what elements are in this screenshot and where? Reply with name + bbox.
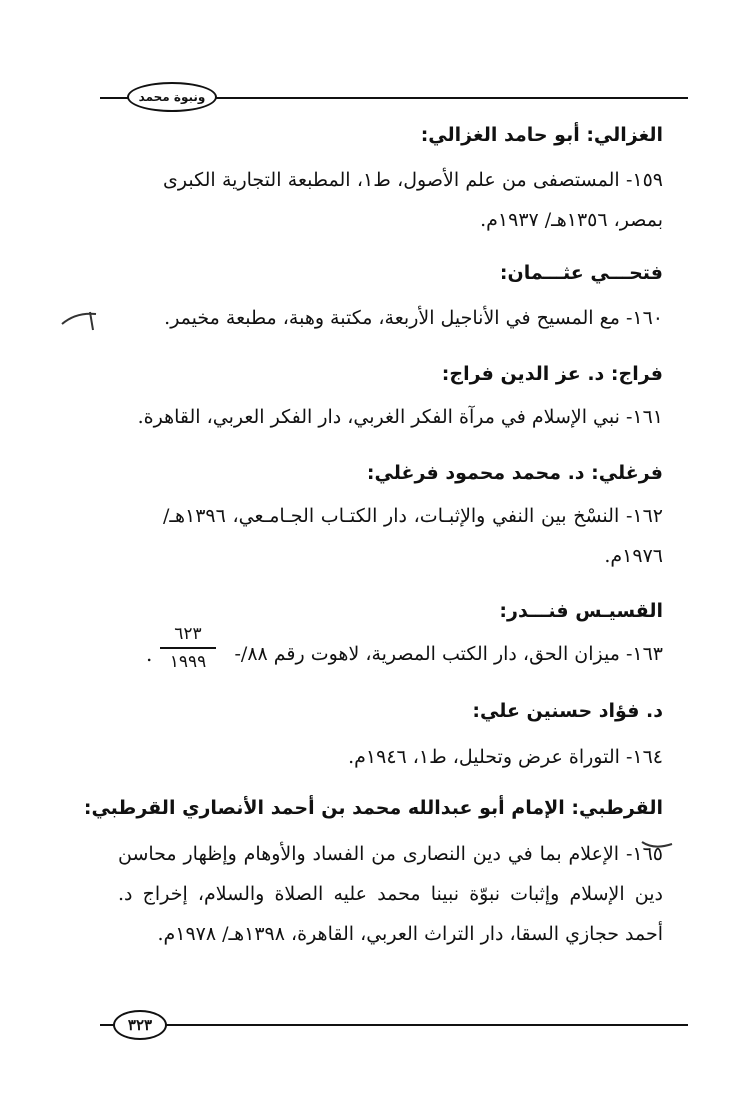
bibliography-entry: ١٦٤- التوراة عرض وتحليل، ط١، ١٩٤٦م. (348, 746, 663, 768)
author-heading: فراج: د. عز الدين فراج: (441, 363, 663, 385)
bibliography-entry: ١٥٩- المستصفى من علم الأصول، ط١، المطبعة التجارية الكبرى بمصر، ١٣٥٦هـ/ ١٩٣٧م. (163, 169, 663, 231)
margin-mark-icon (640, 836, 674, 854)
running-title: ونبوة محمد (127, 82, 217, 112)
bibliography-entry: ١٦٥- الإعلام بما في دين النصارى من الفساد والأوهام وإظهار محاسن دين الإسلام وإثبات نبوّة نبينا محمد عليه الصلاة والسلام، إخراج د. أحمد حجازي السقا، دار التراث العربي، القاهرة، ١٣٩٨هـ/ ١٩٧٨م. (118, 843, 663, 945)
author-heading: الغزالي: أبو حامد الغزالي: (420, 124, 663, 146)
catalog-fraction (160, 624, 216, 672)
trailing-period: . (146, 642, 153, 666)
author-heading: د. فؤاد حسنين علي: (472, 700, 663, 722)
bibliography-entry: ١٦٠- مع المسيح في الأناجيل الأربعة، مكتبة وهبة، مطبعة مخيمر. (164, 307, 663, 329)
author-heading: القرطبي: الإمام أبو عبدالله محمد بن أحمد الأنصاري القرطبي: (83, 797, 663, 819)
bibliography-entry: ١٦٢- النسْخ بين النفي والإثبـات، دار الكتـاب الجـامـعي، ١٣٩٦هـ/ ١٩٧٦م. (163, 505, 663, 567)
footer-rule (100, 1024, 688, 1026)
margin-mark-icon (60, 306, 100, 332)
fraction-bar (160, 647, 216, 649)
author-heading: القسيـس فنـــدر: (499, 600, 663, 622)
author-heading: فرغلي: د. محمد محمود فرغلي: (366, 462, 663, 484)
bibliography-entry: ١٦١- نبي الإسلام في مرآة الفكر الغربي، دار الفكر العربي، القاهرة. (137, 406, 663, 428)
fraction-denominator: ١٩٩٩ (169, 652, 207, 672)
page-number: ٣٢٣ (113, 1010, 167, 1040)
fraction-numerator: ٦٢٣ (174, 624, 202, 644)
bibliography-entry: ١٦٣- ميزان الحق، دار الكتب المصرية، لاهوت رقم ٨٨/- (234, 643, 663, 665)
author-heading: فتحـــي عثـــمان: (499, 262, 663, 284)
